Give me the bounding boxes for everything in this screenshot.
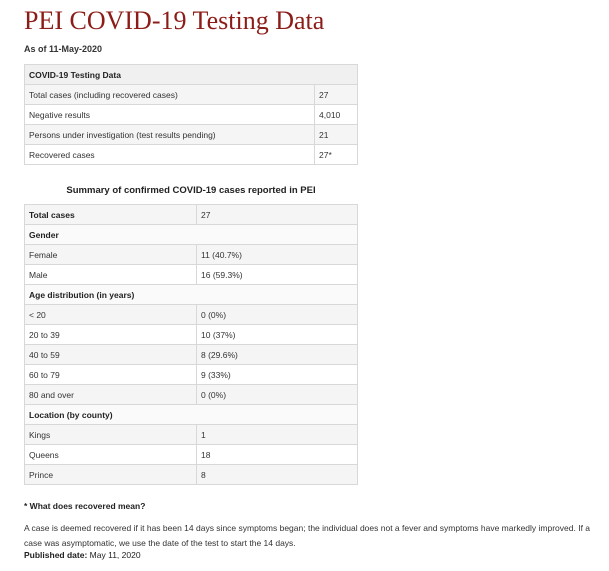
row-value: 18 <box>197 445 358 465</box>
row-label: Negative results <box>25 105 315 125</box>
row-label: < 20 <box>25 305 197 325</box>
table-row <box>25 445 358 465</box>
page-title: PEI COVID-19 Testing Data <box>24 6 325 35</box>
section-header-row <box>25 225 358 245</box>
table-row <box>25 265 358 285</box>
table-row <box>25 425 358 445</box>
row-label: 20 to 39 <box>25 325 197 345</box>
section-header-row <box>25 285 358 305</box>
table-row <box>25 205 358 225</box>
section-header-row <box>25 405 358 425</box>
table-row <box>25 105 358 125</box>
row-label: 80 and over <box>25 385 197 405</box>
testing-table-header: COVID-19 Testing Data <box>25 65 358 85</box>
recovered-footnote-body: A case is deemed recovered if it has been 14 days since symptoms began; the individual does not a fever and symptoms have markedly improved. If a case was asymptomatic, we use the date of the test to start the 14 days. <box>24 523 591 548</box>
row-value: 16 (59.3%) <box>197 265 358 285</box>
location-header: Location (by county) <box>25 405 358 425</box>
row-value: 11 (40.7%) <box>197 245 358 265</box>
row-label: Prince <box>25 465 197 485</box>
table-row <box>25 125 358 145</box>
recovered-footnote-question: * What does recovered mean? <box>24 501 146 511</box>
published-value: May 11, 2020 <box>89 550 141 560</box>
row-label: Queens <box>25 445 197 465</box>
row-value: 8 (29.6%) <box>197 345 358 365</box>
row-label: Female <box>25 245 197 265</box>
table-row <box>25 385 358 405</box>
row-label: 60 to 79 <box>25 365 197 385</box>
row-label: Total cases (including recovered cases) <box>25 85 315 105</box>
table-row <box>25 245 358 265</box>
row-value: 10 (37%) <box>197 325 358 345</box>
published-label: Published date: <box>24 550 88 560</box>
row-value: 27* <box>315 145 358 165</box>
row-label: Kings <box>25 425 197 445</box>
row-value: 27 <box>315 85 358 105</box>
row-label: Recovered cases <box>25 145 315 165</box>
row-value: 0 (0%) <box>197 305 358 325</box>
table-row <box>25 145 358 165</box>
row-value: 8 <box>197 465 358 485</box>
table-row <box>25 465 358 485</box>
age-header: Age distribution (in years) <box>25 285 358 305</box>
summary-table-caption: Summary of confirmed COVID-19 cases reported in PEI <box>66 185 316 196</box>
total-cases-label: Total cases <box>25 205 197 225</box>
row-label: Male <box>25 265 197 285</box>
table-row <box>25 305 358 325</box>
table-row <box>25 85 358 105</box>
row-value: 21 <box>315 125 358 145</box>
row-label: 40 to 59 <box>25 345 197 365</box>
testing-data-table <box>24 64 358 165</box>
row-value: 1 <box>197 425 358 445</box>
table-row <box>25 345 358 365</box>
table-row <box>25 365 358 385</box>
row-value: 9 (33%) <box>197 365 358 385</box>
table-row <box>25 325 358 345</box>
row-value: 0 (0%) <box>197 385 358 405</box>
summary-cases-table <box>24 204 358 485</box>
table-header-row <box>25 65 358 85</box>
gender-header: Gender <box>25 225 358 245</box>
row-label: Persons under investigation (test results pending) <box>25 125 315 145</box>
total-cases-value: 27 <box>197 205 358 225</box>
row-value: 4,010 <box>315 105 358 125</box>
published-date <box>24 550 141 560</box>
as-of-date: As of 11-May-2020 <box>24 44 103 54</box>
